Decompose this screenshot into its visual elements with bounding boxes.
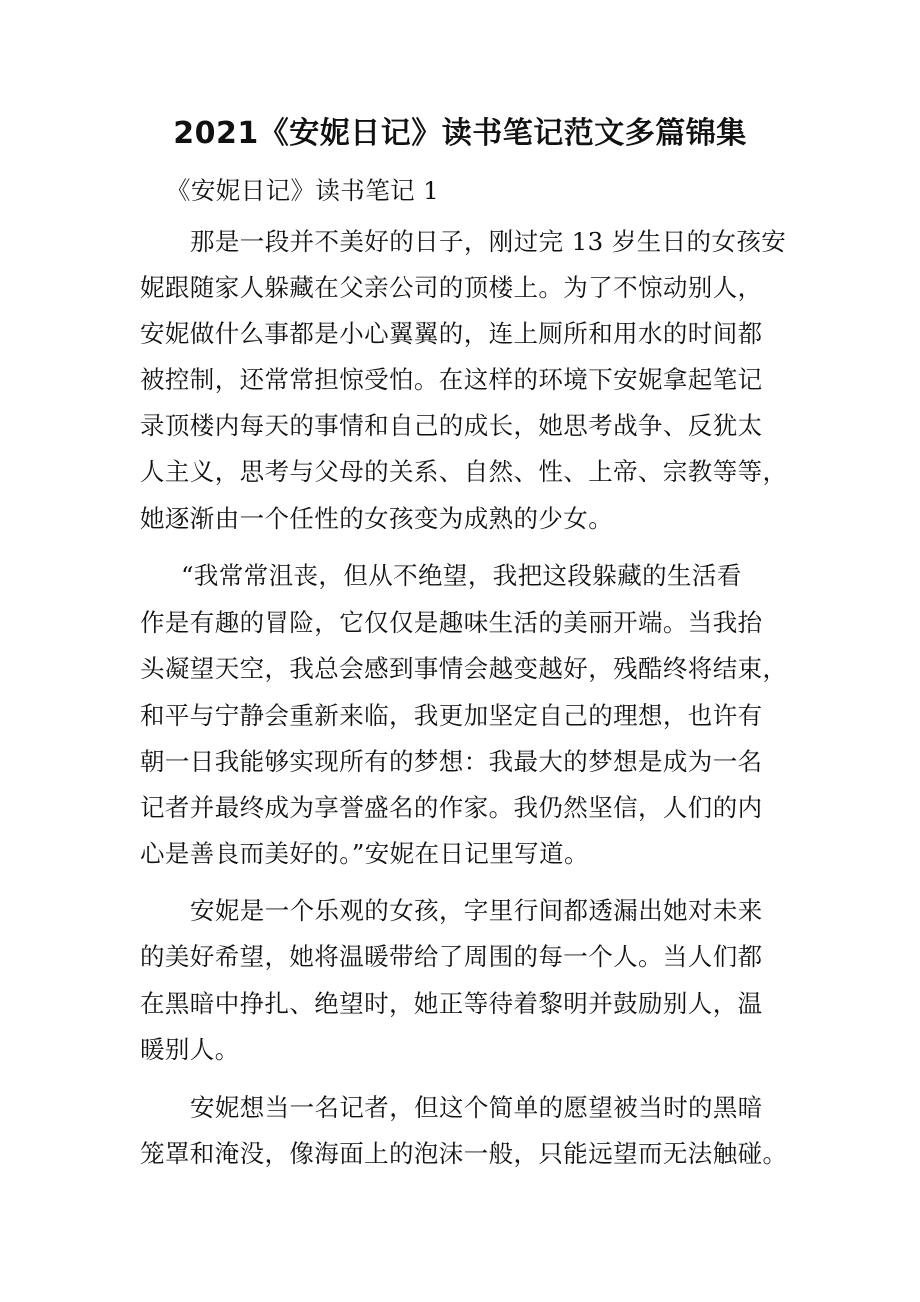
- paragraph-line: 心是善良而美好的。”安妮在日记里写道。: [140, 839, 589, 868]
- paragraph-line: 安妮做什么事都是小心翼翼的，连上厕所和用水的时间都: [140, 319, 763, 348]
- document-title: 2021《安妮日记》读书笔记范文多篇锦集: [173, 116, 747, 151]
- section-heading: 《安妮日记》读书笔记 1: [166, 176, 440, 205]
- paragraph-line: 作是有趣的冒险，它仅仅是趣味生活的美丽开端。当我抬: [140, 608, 763, 637]
- paragraph-line: 录顶楼内每天的事情和自己的成长，她思考战争、反犹太: [140, 411, 763, 440]
- paragraph-line: 暖别人。: [140, 1035, 240, 1064]
- paragraph-line: 安妮想当一名记者，但这个简单的愿望被当时的黑暗: [190, 1093, 763, 1122]
- paragraph-line: 被控制，还常常担惊受怕。在这样的环境下安妮拿起笔记: [140, 365, 763, 394]
- paragraph-line: 妮跟随家人躲藏在父亲公司的顶楼上。为了不惊动别人，: [140, 273, 763, 302]
- paragraph-line: “我常常沮丧，但从不绝望，我把这段躲藏的生活看: [181, 561, 742, 590]
- paragraph-line: 在黑暗中挣扎、绝望时，她正等待着黎明并鼓励别人，温: [140, 989, 763, 1018]
- paragraph-line: 和平与宁静会重新来临，我更加坚定自己的理想，也许有: [140, 701, 763, 730]
- paragraph-line: 她逐渐由一个任性的女孩变为成熟的少女。: [140, 504, 614, 533]
- paragraph-line: 安妮是一个乐观的女孩，字里行间都透漏出她对未来: [190, 896, 763, 925]
- paragraph-line: 头凝望天空，我总会感到事情会越变越好，残酷终将结束，: [140, 654, 788, 683]
- paragraph-line: 记者并最终成为享誉盛名的作家。我仍然坚信，人们的内: [140, 793, 763, 822]
- paragraph-line: 那是一段并不美好的日子，刚过完 13 岁生日的女孩安: [190, 227, 787, 256]
- paragraph-line: 朝一日我能够实现所有的梦想：我最大的梦想是成为一名: [140, 747, 763, 776]
- paragraph-line: 笼罩和淹没，像海面上的泡沫一般，只能远望而无法触碰。: [140, 1139, 788, 1168]
- paragraph-line: 人主义，思考与父母的关系、自然、性、上帝、宗教等等，: [140, 457, 788, 486]
- paragraph-line: 的美好希望，她将温暖带给了周围的每一个人。当人们都: [140, 942, 763, 971]
